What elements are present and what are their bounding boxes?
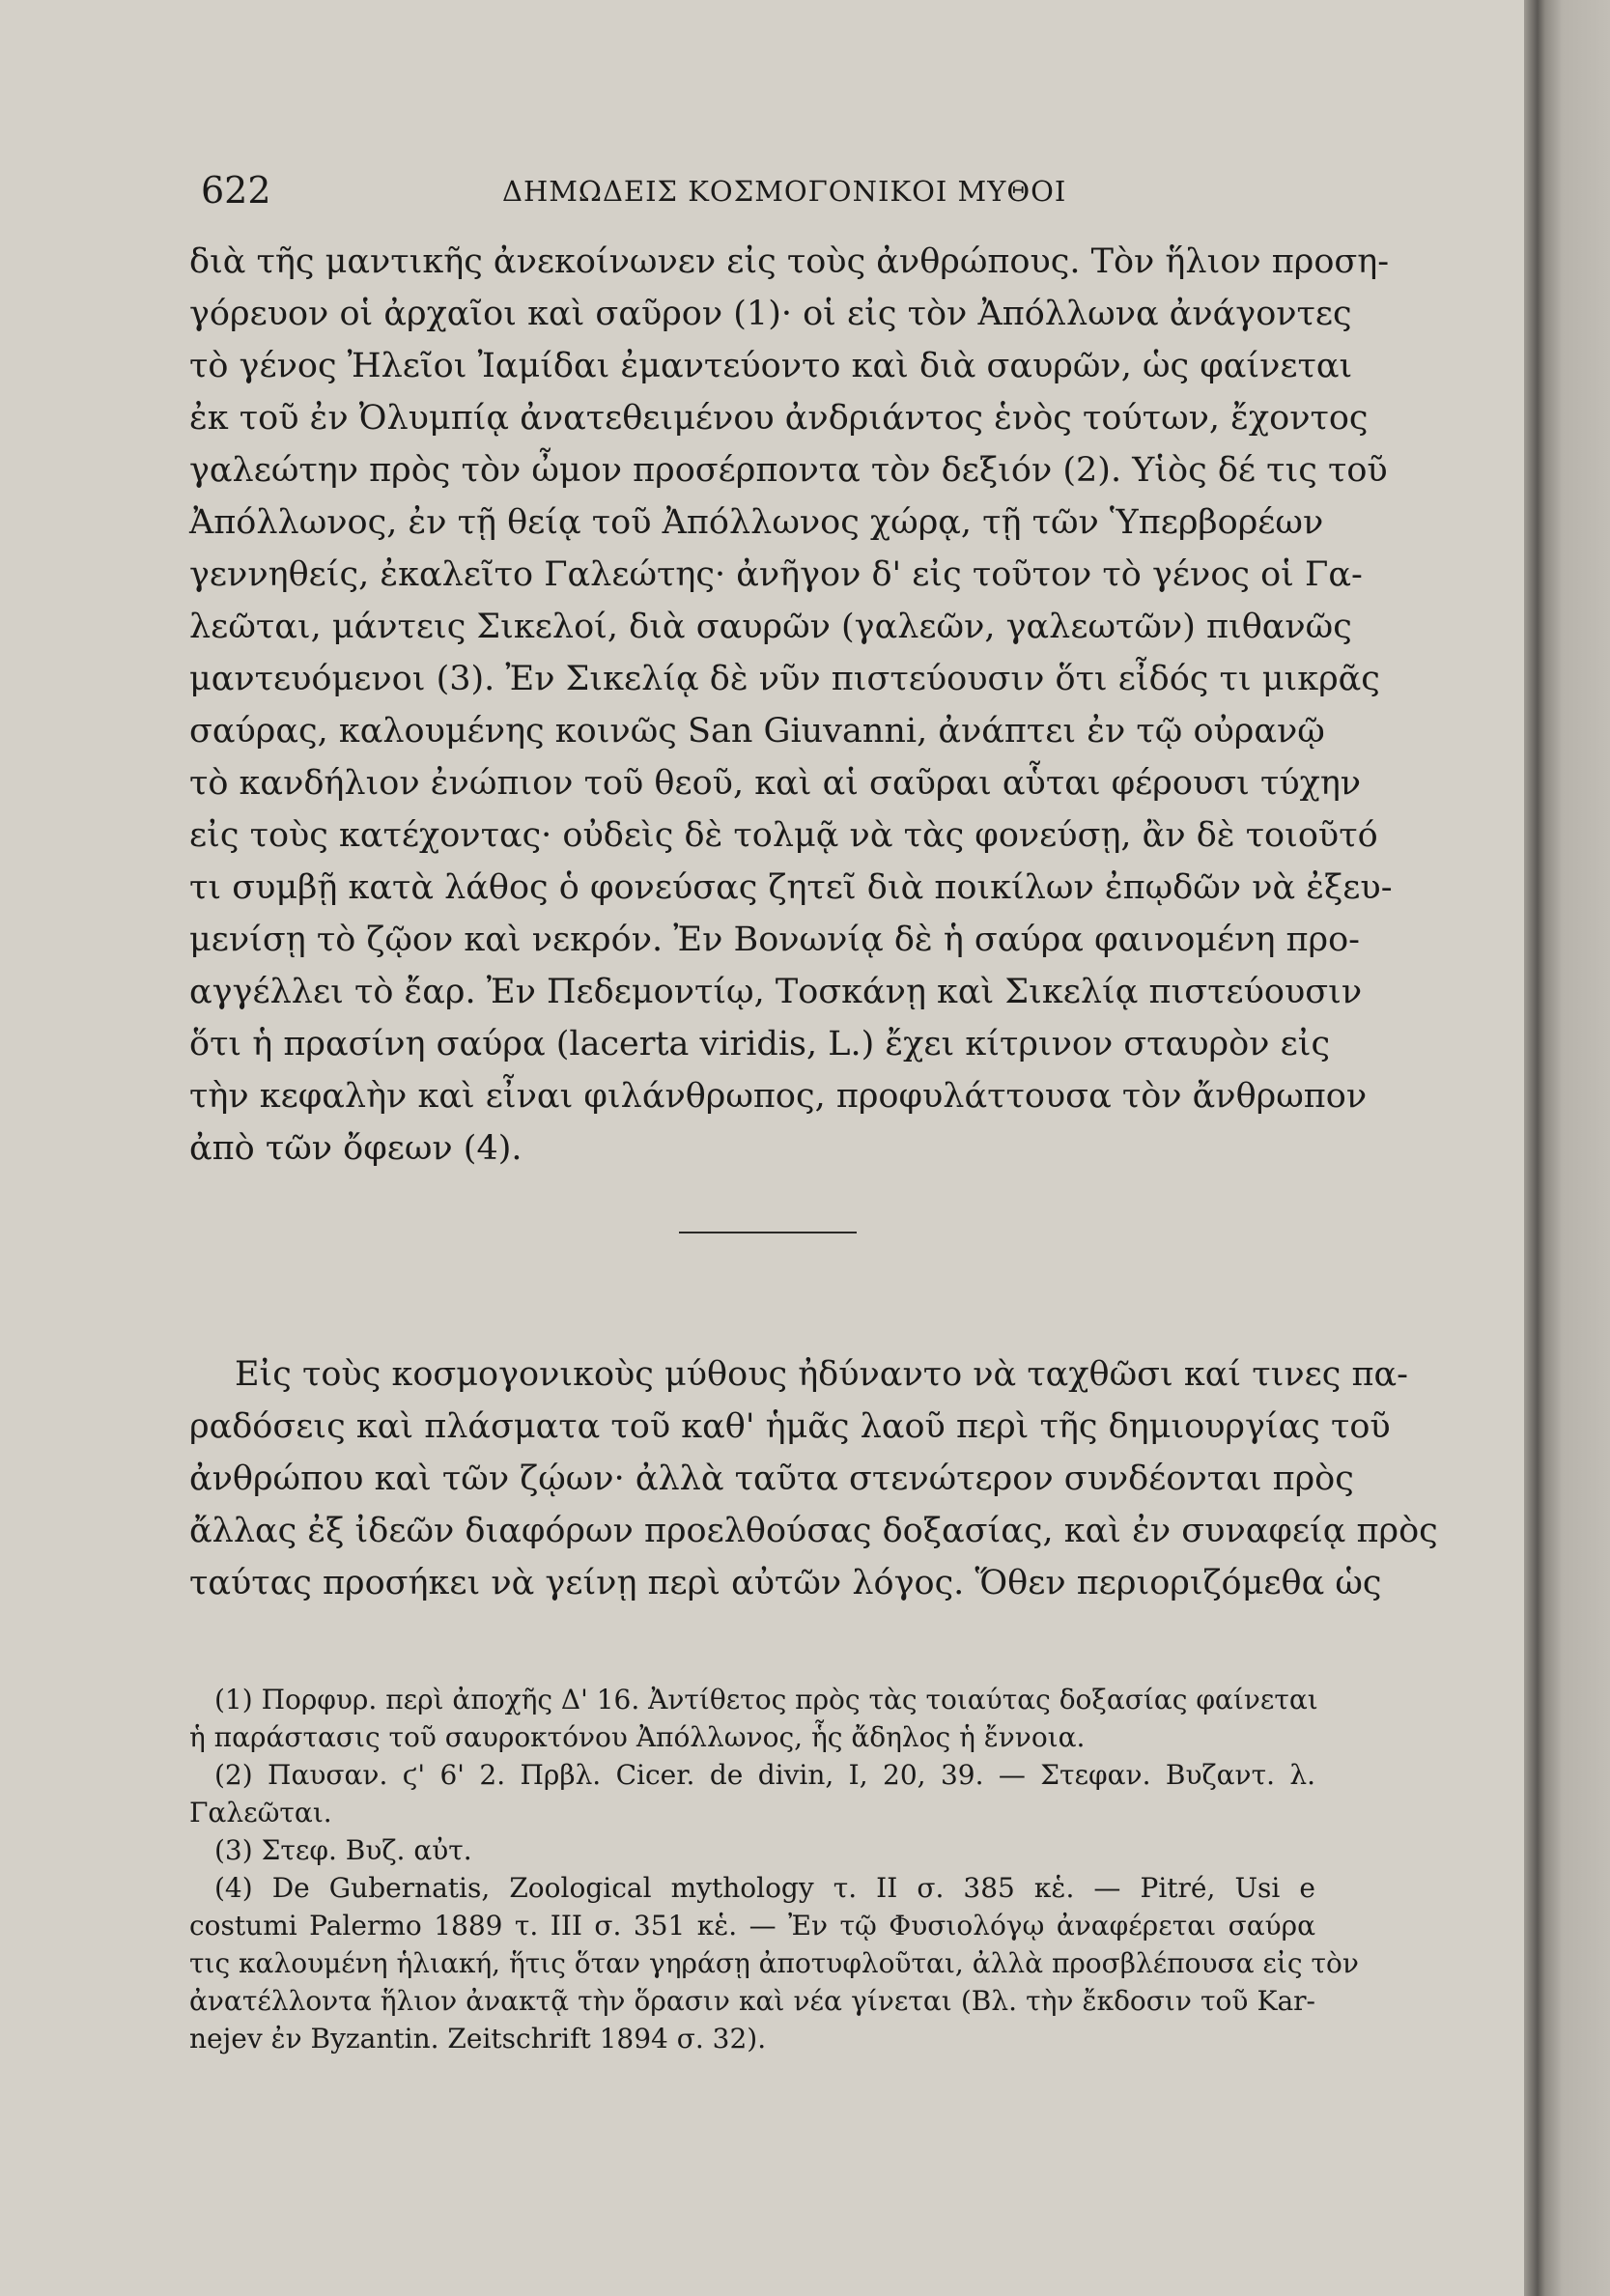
footnote-line: (1) Πορφυρ. περὶ ἀποχῆς Δ' 16. Ἀντίθετος πρὸς τὰς τοιαύτας δοξασίας φαίνεται — [214, 1684, 1318, 1715]
text-line: αγγέλλει τὸ ἔαρ. Ἐν Πεδεμοντίῳ, Τοσκάνῃ καὶ Σικελίᾳ πιστεύουσιν — [189, 973, 1363, 1011]
section-separator — [679, 1232, 857, 1233]
text-line: διὰ τῆς μαντικῆς ἀνεκοίνωνεν εἰς τοὺς ἀνθρώπους. Τὸν ἥλιον προση- — [189, 242, 1390, 281]
text-line: εἰς τοὺς κατέχοντας· οὐδεὶς δὲ τολμᾷ νὰ τὰς φονεύσῃ, ἂν δὲ τοιοῦτό — [189, 816, 1378, 855]
footnote-line: τις καλουμένη ἡλιακή, ἥτις ὅταν γηράσῃ ἀποτυφλοῦται, ἀλλὰ προσβλέπουσα εἰς τὸν — [189, 1947, 1359, 1979]
footnote-line: (2) Παυσαν. ϛ' 6' 2. Πρβλ. Cicer. de divin, I, 20, 39. — Στεφαν. Βυζαντ. λ. — [214, 1759, 1315, 1791]
footnote-line: ἡ παράστασις τοῦ σαυροκτόνου Ἀπόλλωνος, ἧς ἄδηλος ἡ ἔννοια. — [189, 1721, 1086, 1753]
text-line: μενίσῃ τὸ ζῷον καὶ νεκρόν. Ἐν Βονωνίᾳ δὲ ἡ σαύρα φαινομένη προ- — [189, 921, 1361, 959]
text-line: ταύτας προσήκει νὰ γείνῃ περὶ αὐτῶν λόγος. Ὅθεν περιοριζόμεθα ὡς — [189, 1564, 1382, 1602]
text-line: ἀνθρώπου καὶ τῶν ζῴων· ἀλλὰ ταῦτα στενώτερον συνδέονται πρὸς — [189, 1460, 1354, 1498]
text-line: σαύρας, καλουμένης κοινῶς San Giuvanni, ἀνάπτει ἐν τῷ οὐρανῷ — [189, 712, 1325, 751]
text-line: τὴν κεφαλὴν καὶ εἶναι φιλάνθρωπος, προφυλάττουσα τὸν ἄνθρωπον — [189, 1077, 1368, 1116]
text-line: ἀπὸ τῶν ὄφεων (4). — [189, 1129, 523, 1168]
footnote-line: Γαλεῶται. — [189, 1797, 332, 1828]
text-line: τι συμβῇ κατὰ λάθος ὁ φονεύσας ζητεῖ διὰ ποικίλων ἐπῳδῶν νὰ ἐξευ- — [189, 868, 1393, 907]
text-line: ὅτι ἡ πρασίνη σαύρα (lacerta viridis, L.) ἔχει κίτρινον σταυρὸν εἰς — [189, 1025, 1331, 1063]
text-line: γόρευον οἱ ἀρχαῖοι καὶ σαῦρον (1)· οἱ εἰς τὸν Ἀπόλλωνα ἀνάγοντες — [189, 295, 1352, 333]
text-line: ραδόσεις καὶ πλάσματα τοῦ καθ' ἡμᾶς λαοῦ περὶ τῆς δημιουργίας τοῦ — [189, 1407, 1391, 1446]
footnote-line: (4) De Gubernatis, Zoological mythology τ. II σ. 385 κἑ. — Pitré, Usi e — [214, 1872, 1315, 1904]
paragraph-2 — [189, 1348, 1438, 1609]
text-line: τὸ κανδήλιον ἐνώπιον τοῦ θεοῦ, καὶ αἱ σαῦραι αὗται φέρουσι τύχην — [189, 764, 1362, 803]
footnote-line: costumi Palermo 1889 τ. III σ. 351 κἑ. — Ἐν τῷ Φυσιολόγῳ ἀναφέρεται σαύρα — [189, 1910, 1315, 1942]
footnote-line: (3) Στεφ. Βυζ. αὐτ. — [214, 1834, 472, 1866]
text-line: λεῶται, μάντεις Σικελοί, διὰ σαυρῶν (γαλεῶν, γαλεωτῶν) πιθανῶς — [189, 608, 1352, 646]
text-line: Ἀπόλλωνος, ἐν τῇ θείᾳ τοῦ Ἀπόλλωνος χώρᾳ, τῇ τῶν Ὑπερβορέων — [189, 503, 1324, 542]
page-number: 622 — [201, 169, 271, 212]
running-title: ΔΗΜΩΔΕΙΣ ΚΟΣΜΟΓΟΝΙΚΟΙ ΜΥΘΟΙ — [502, 175, 1067, 208]
text-line: Εἰς τοὺς κοσμογονικοὺς μύθους ἠδύναντο νὰ ταχθῶσι καί τινες πα- — [235, 1355, 1408, 1394]
footnote-line: nejev ἐν Byzantin. Zeitschrift 1894 σ. 32). — [189, 2023, 767, 2055]
page-header — [201, 166, 1070, 214]
footnote-line: ἀνατέλλοντα ἥλιον ἀνακτᾷ τὴν ὅρασιν καὶ νέα γίνεται (Βλ. τὴν ἔκδοσιν τοῦ Kar- — [189, 1985, 1315, 2017]
text-line: τὸ γένος Ἠλεῖοι Ἰαμίδαι ἐμαντεύοντο καὶ διὰ σαυρῶν, ὡς φαίνεται — [189, 347, 1353, 385]
text-line: γαλεώτην πρὸς τὸν ὦμον προσέρποντα τὸν δεξιόν (2). Υἱὸς δέ τις τοῦ — [189, 451, 1388, 490]
text-line: μαντευόμενοι (3). Ἐν Σικελίᾳ δὲ νῦν πιστεύουσιν ὅτι εἶδός τι μικρᾶς — [189, 660, 1380, 698]
text-line: ἄλλας ἐξ ἰδεῶν διαφόρων προελθούσας δοξασίας, καὶ ἐν συναφείᾳ πρὸς — [189, 1512, 1438, 1550]
footnotes — [189, 1681, 1359, 2057]
text-line: ἐκ τοῦ ἐν Ὀλυμπίᾳ ἀνατεθειμένου ἀνδριάντος ἑνὸς τούτων, ἔχοντος — [189, 399, 1369, 438]
paragraph-1 — [189, 236, 1393, 1175]
text-line: γεννηθείς, ἐκαλεῖτο Γαλεώτης· ἀνῆγον δ' εἰς τοῦτον τὸ γένος οἱ Γα- — [189, 555, 1363, 594]
book-gutter — [1524, 0, 1610, 2296]
